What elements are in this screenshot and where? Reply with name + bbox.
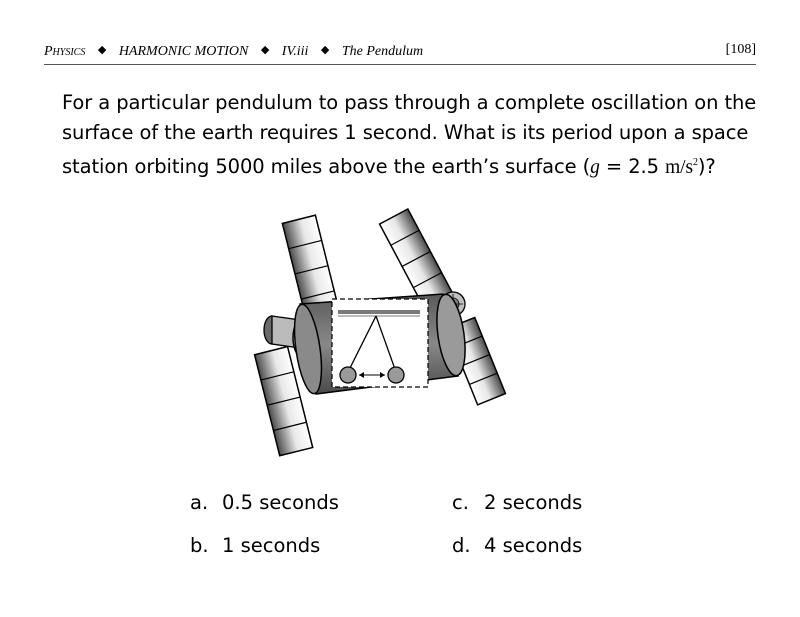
- diamond-icon: ◆: [320, 44, 330, 56]
- space-station-icon: [238, 208, 508, 458]
- question-end: )?: [697, 155, 716, 178]
- header-lesson: The Pendulum: [341, 44, 424, 59]
- header-section: IV.iii: [281, 44, 309, 59]
- choice-d[interactable]: [452, 534, 582, 557]
- choice-text: 4 seconds: [484, 534, 583, 557]
- diamond-icon: ◆: [260, 44, 270, 56]
- choice-letter: b.: [190, 534, 209, 557]
- breadcrumb: [44, 44, 423, 60]
- choice-letter: d.: [452, 534, 471, 557]
- choice-text: 2 seconds: [484, 491, 583, 514]
- choice-letter: c.: [452, 491, 469, 514]
- choice-b[interactable]: [190, 534, 320, 557]
- space-station-illustration: [238, 208, 508, 462]
- question-equals: = 2.5: [599, 155, 666, 178]
- page-number: [108]: [725, 42, 756, 57]
- question-main: For a particular pendulum to pass through a complete oscillation on the surface of the earth requires 1 second. What is its period upon a space station orbiting 5000 miles above the earth’s surface (: [62, 91, 757, 178]
- question-text: [62, 88, 762, 183]
- diamond-icon: ◆: [97, 44, 107, 56]
- question-unit: m/s: [665, 157, 693, 178]
- choice-letter: a.: [190, 491, 209, 514]
- page-header: [44, 42, 756, 65]
- choice-a[interactable]: [190, 491, 339, 514]
- choice-text: 0.5 seconds: [222, 491, 339, 514]
- header-topic: HARMONIC MOTION: [118, 44, 249, 59]
- header-subject: Physics: [44, 44, 86, 59]
- choice-c[interactable]: [452, 491, 582, 514]
- choice-text: 1 seconds: [222, 534, 321, 557]
- question-unit-exponent: 2: [692, 157, 698, 168]
- g-symbol: g: [590, 157, 600, 178]
- pendulum-window: [332, 299, 428, 387]
